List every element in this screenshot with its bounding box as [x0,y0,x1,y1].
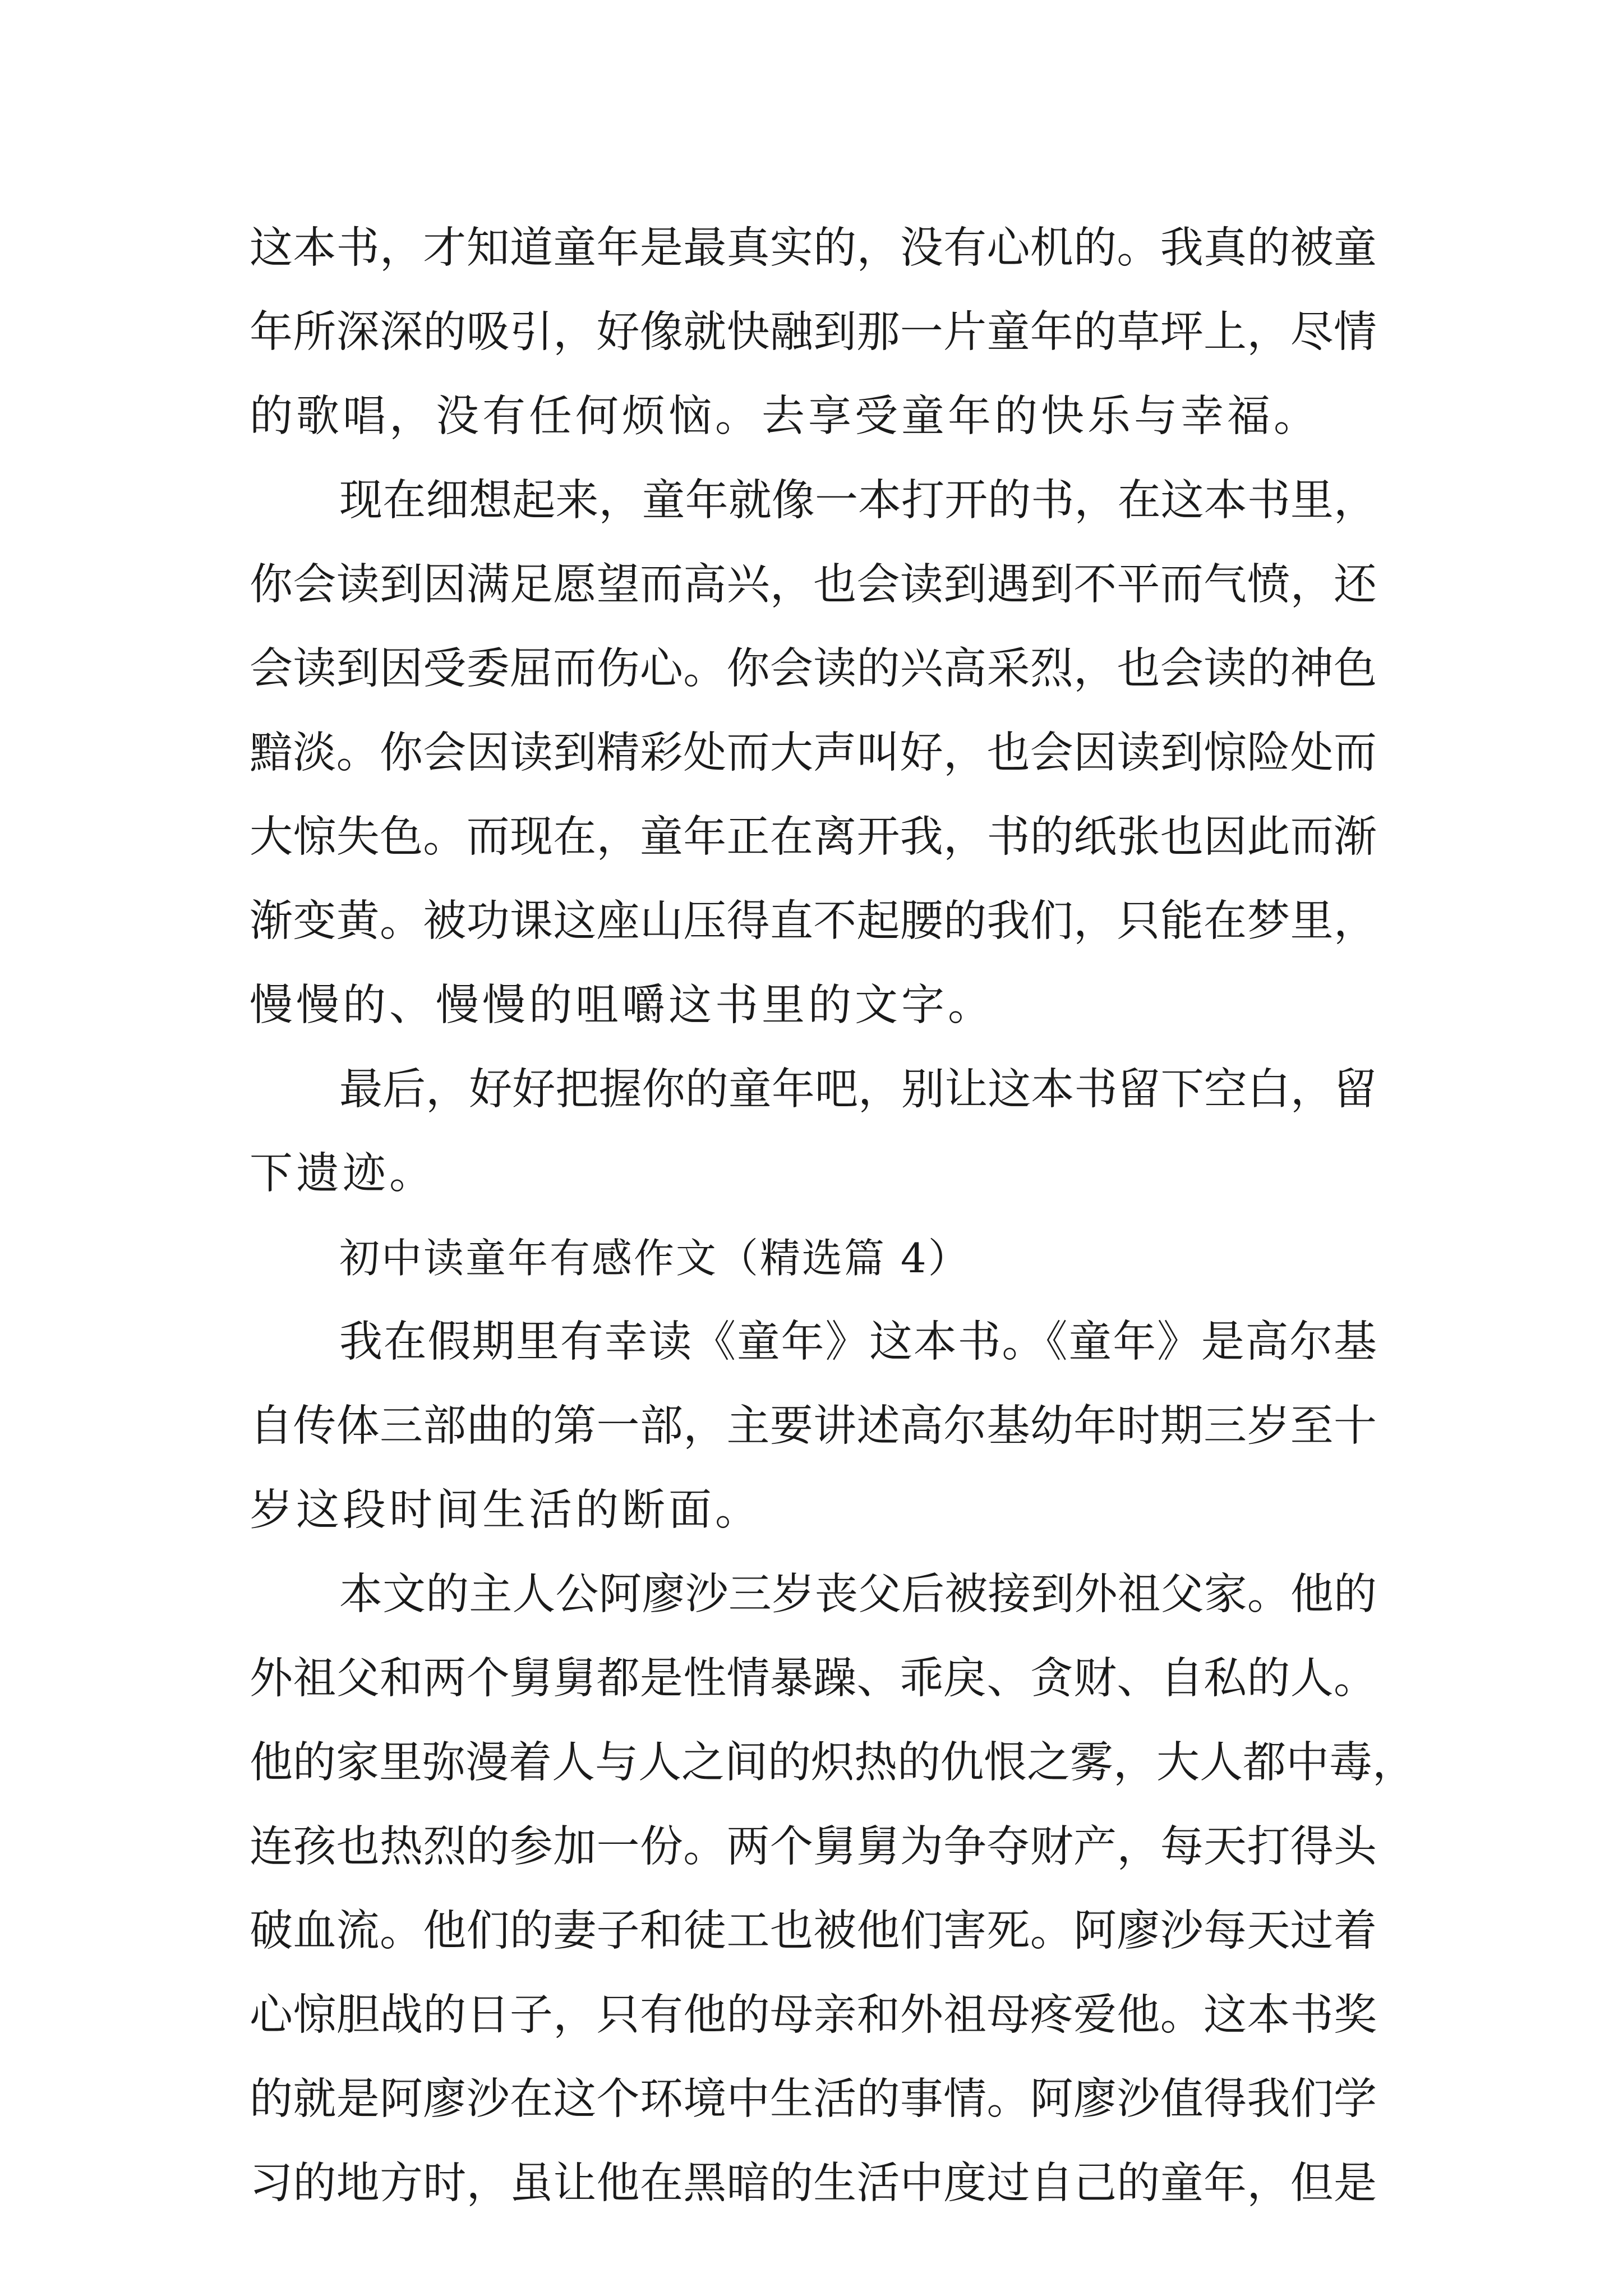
text-line: 心惊胆战的日子，只有他的母亲和外祖母疼爱他。这本书奖 [250,1990,1377,2040]
text-line: 黯淡。你会因读到精彩处而大声叫好，也会因读到惊险处而 [250,728,1377,778]
text-line: 下遗迹。 [250,1149,436,1199]
text-line: 最后，好好把握你的童年吧，别让这本书留下空白，留 [339,1065,1377,1115]
text-line: 本文的主人公阿廖沙三岁丧父后被接到外祖父家。他的 [339,1570,1377,1619]
text-line: 岁这段时间生活的断面。 [250,1485,762,1535]
text-line: 大惊失色。而现在，童年正在离开我，书的纸张也因此而渐 [250,812,1377,862]
text-line: 渐变黄。被功课这座山压得直不起腰的我们，只能在梦里， [250,896,1377,946]
text-line: 的歌唱，没有任何烦恼。去享受童年的快乐与幸福。 [250,392,1320,441]
text-line: 会读到因受委屈而伤心。你会读的兴高采烈，也会读的神色 [250,644,1377,694]
text-line: 慢慢的、慢慢的咀嚼这书里的文字。 [250,981,994,1030]
text-line: 破血流。他们的妻子和徒工也被他们害死。阿廖沙每天过着 [250,1906,1377,1956]
text-line: 年所深深的吸引，好像就快融到那一片童年的草坪上，尽情 [250,307,1377,357]
text-line: 现在细想起来，童年就像一本打开的书，在这本书里， [339,476,1377,526]
text-line: 连孩也热烈的参加一份。两个舅舅为争夺财产，每天打得头 [250,1822,1377,1872]
text-line: 习的地方时，虽让他在黑暗的生活中度过自己的童年，但是 [250,2159,1377,2208]
text-line: 他的家里弥漫着人与人之间的炽热的仇恨之雾，大人都中毒， [250,1738,1415,1788]
text-line: 外祖父和两个舅舅都是性情暴躁、乖戾、贪财、自私的人。 [250,1654,1377,1704]
text-line: 这本书，才知道童年是最真实的，没有心机的。我真的被童 [250,223,1377,273]
section-heading: 初中读童年有感作文（精选篇 4） [339,1235,970,1282]
text-line: 自传体三部曲的第一部，主要讲述高尔基幼年时期三岁至十 [250,1401,1377,1451]
text-line: 的就是阿廖沙在这个环境中生活的事情。阿廖沙值得我们学 [250,2074,1377,2124]
text-line: 你会读到因满足愿望而高兴，也会读到遇到不平而气愤，还 [250,560,1377,610]
text-line: 我在假期里有幸读《童年》这本书。《童年》是高尔基 [339,1317,1377,1367]
